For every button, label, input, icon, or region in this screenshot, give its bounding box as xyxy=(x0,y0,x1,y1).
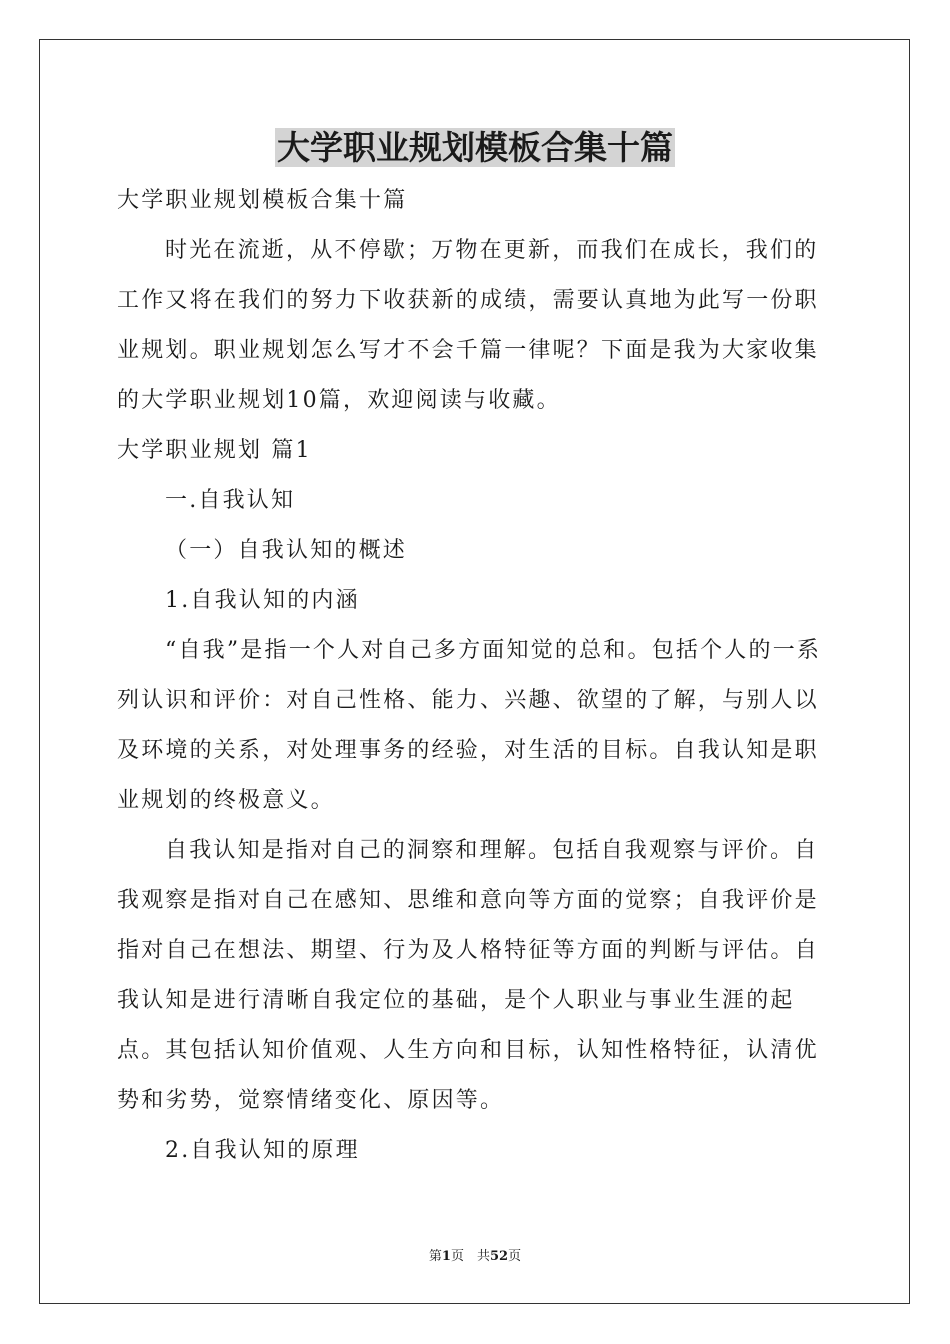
page-footer xyxy=(0,1249,950,1265)
footer-page-prefix: 第 xyxy=(428,1249,442,1264)
paragraph-intro: 时光在流逝，从不停歇；万物在更新，而我们在成长，我们的工作又将在我们的努力下收获新的成绩，需要认真地为此写一份职业规划。职业规划怎么写才不会千篇一律呢？下面是我为大家收集的大学职业规划10篇，欢迎阅读与收藏。 xyxy=(117,238,819,413)
paragraph-self-definition: “自我”是指一个人对自己多方面知觉的总和。包括个人的一系列认识和评价：对自己性格、能力、兴趣、欲望的了解，与别人以及环境的关系，对处理事务的经验，对生活的目标。自我认知是职业规划的终极意义。 xyxy=(117,638,822,813)
document-title xyxy=(0,126,950,170)
heading-level-3: 2.自我认知的原理 xyxy=(165,1138,360,1163)
paragraph-subtitle: 大学职业规划模板合集十篇 xyxy=(117,188,408,213)
footer-page-suffix: 页 xyxy=(508,1249,522,1264)
document-body xyxy=(117,176,835,1176)
heading-level-2: （一）自我认知的概述 xyxy=(165,538,408,563)
section-heading: 大学职业规划 篇1 xyxy=(117,438,312,463)
document-title-text: 大学职业规划模板合集十篇 xyxy=(277,128,673,167)
heading-level-1: 一.自我认知 xyxy=(165,488,296,513)
heading-level-3: 1.自我认知的内涵 xyxy=(165,588,360,613)
footer-page-total: 52 xyxy=(489,1249,509,1264)
footer-page-mid: 页 共 xyxy=(450,1249,490,1264)
paragraph-self-cognition: 自我认知是指对自己的洞察和理解。包括自我观察与评价。自我观察是指对自己在感知、思维和意向等方面的觉察；自我评价是指对自己在想法、期望、行为及人格特征等方面的判断与评估。自我认知是进行清晰自我定位的基础，是个人职业与事业生涯的起点。其包括认知价值观、人生方向和目标，认知性格特征，认清优势和劣势，觉察情绪变化、原因等。 xyxy=(117,838,819,1113)
footer-page-current: 1 xyxy=(441,1249,451,1264)
